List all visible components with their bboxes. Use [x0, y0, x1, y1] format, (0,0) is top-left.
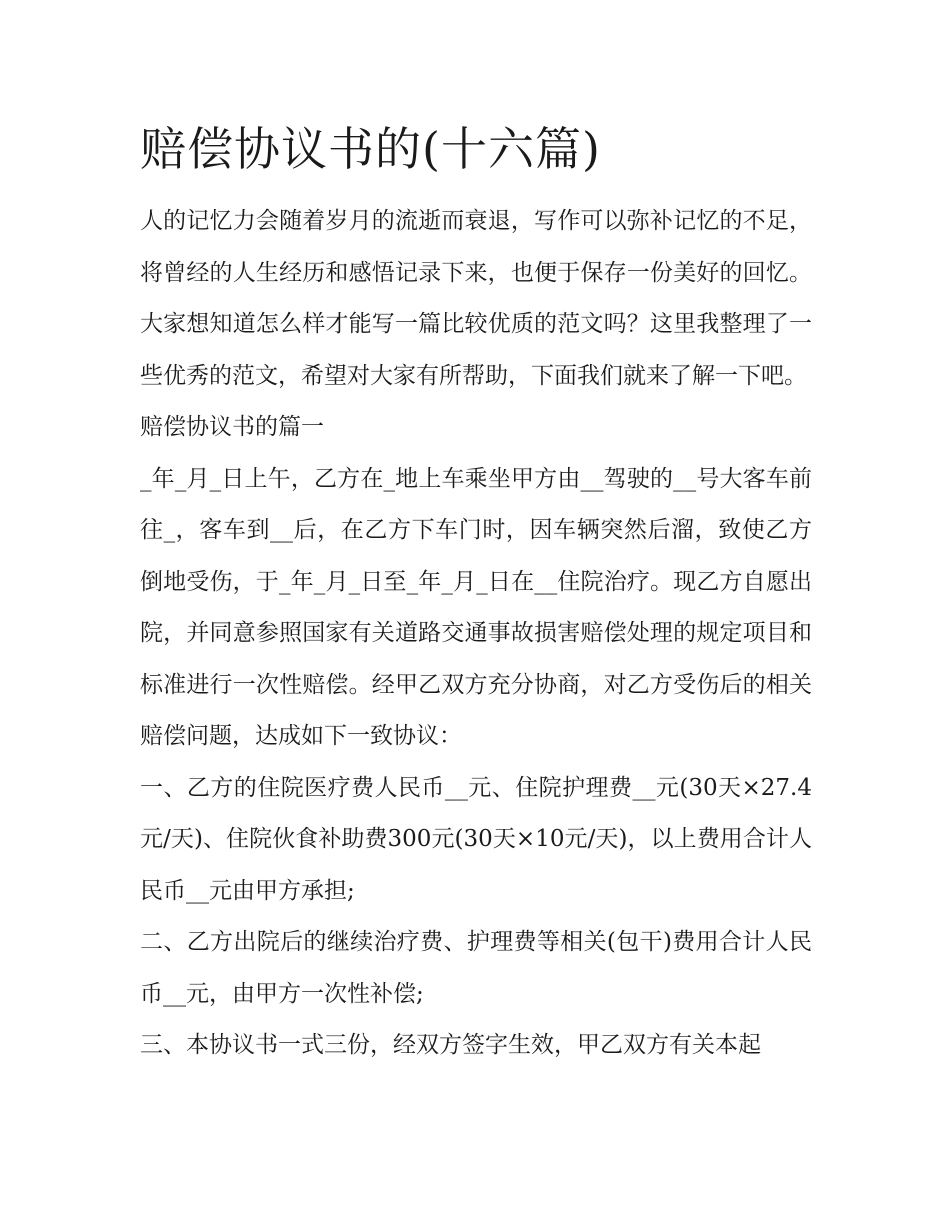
clause-1: 一、乙方的住院医疗费人民币__元、住院护理费__元(30天×27.4元/天)、住院伙食补助费300元(30天×10元/天)，以上费用合计人民币__元由甲方承担; — [140, 774, 812, 904]
document-page — [140, 118, 812, 1072]
clause-2: 二、乙方出院后的继续治疗费、护理费等相关(包干)费用合计人民币__元，由甲方一次性补偿; — [140, 929, 812, 1007]
intro-paragraph: 人的记忆力会随着岁月的流逝而衰退，写作可以弥补记忆的不足，将曾经的人生经历和感悟记录下来，也便于保存一份美好的回忆。大家想知道怎么样才能写一篇比较优质的范文吗？这里我整理了一些优秀的范文，希望对大家有所帮助，下面我们就来了解一下吧。 — [140, 208, 812, 389]
section-heading: 赔偿协议书的篇一 — [140, 414, 324, 440]
incident-paragraph: _年_月_日上午，乙方在_地上车乘坐甲方由__驾驶的__号大客车前往_，客车到__后，在乙方下车门时，因车辆突然后溜，致使乙方倒地受伤，于_年_月_日至_年_月_日在__住院治疗。现乙方自愿出院，并同意参照国家有关道路交通事故损害赔偿处理的规定项目和标准进行一次性赔偿。经甲乙双方充分协商，对乙方受伤后的相关赔偿问题，达成如下一致协议： — [140, 465, 812, 749]
page-title: 赔偿协议书的(十六篇) — [140, 122, 601, 176]
clause-3: 三、本协议书一式三份，经双方签字生效，甲乙双方有关本起 — [140, 1032, 761, 1058]
